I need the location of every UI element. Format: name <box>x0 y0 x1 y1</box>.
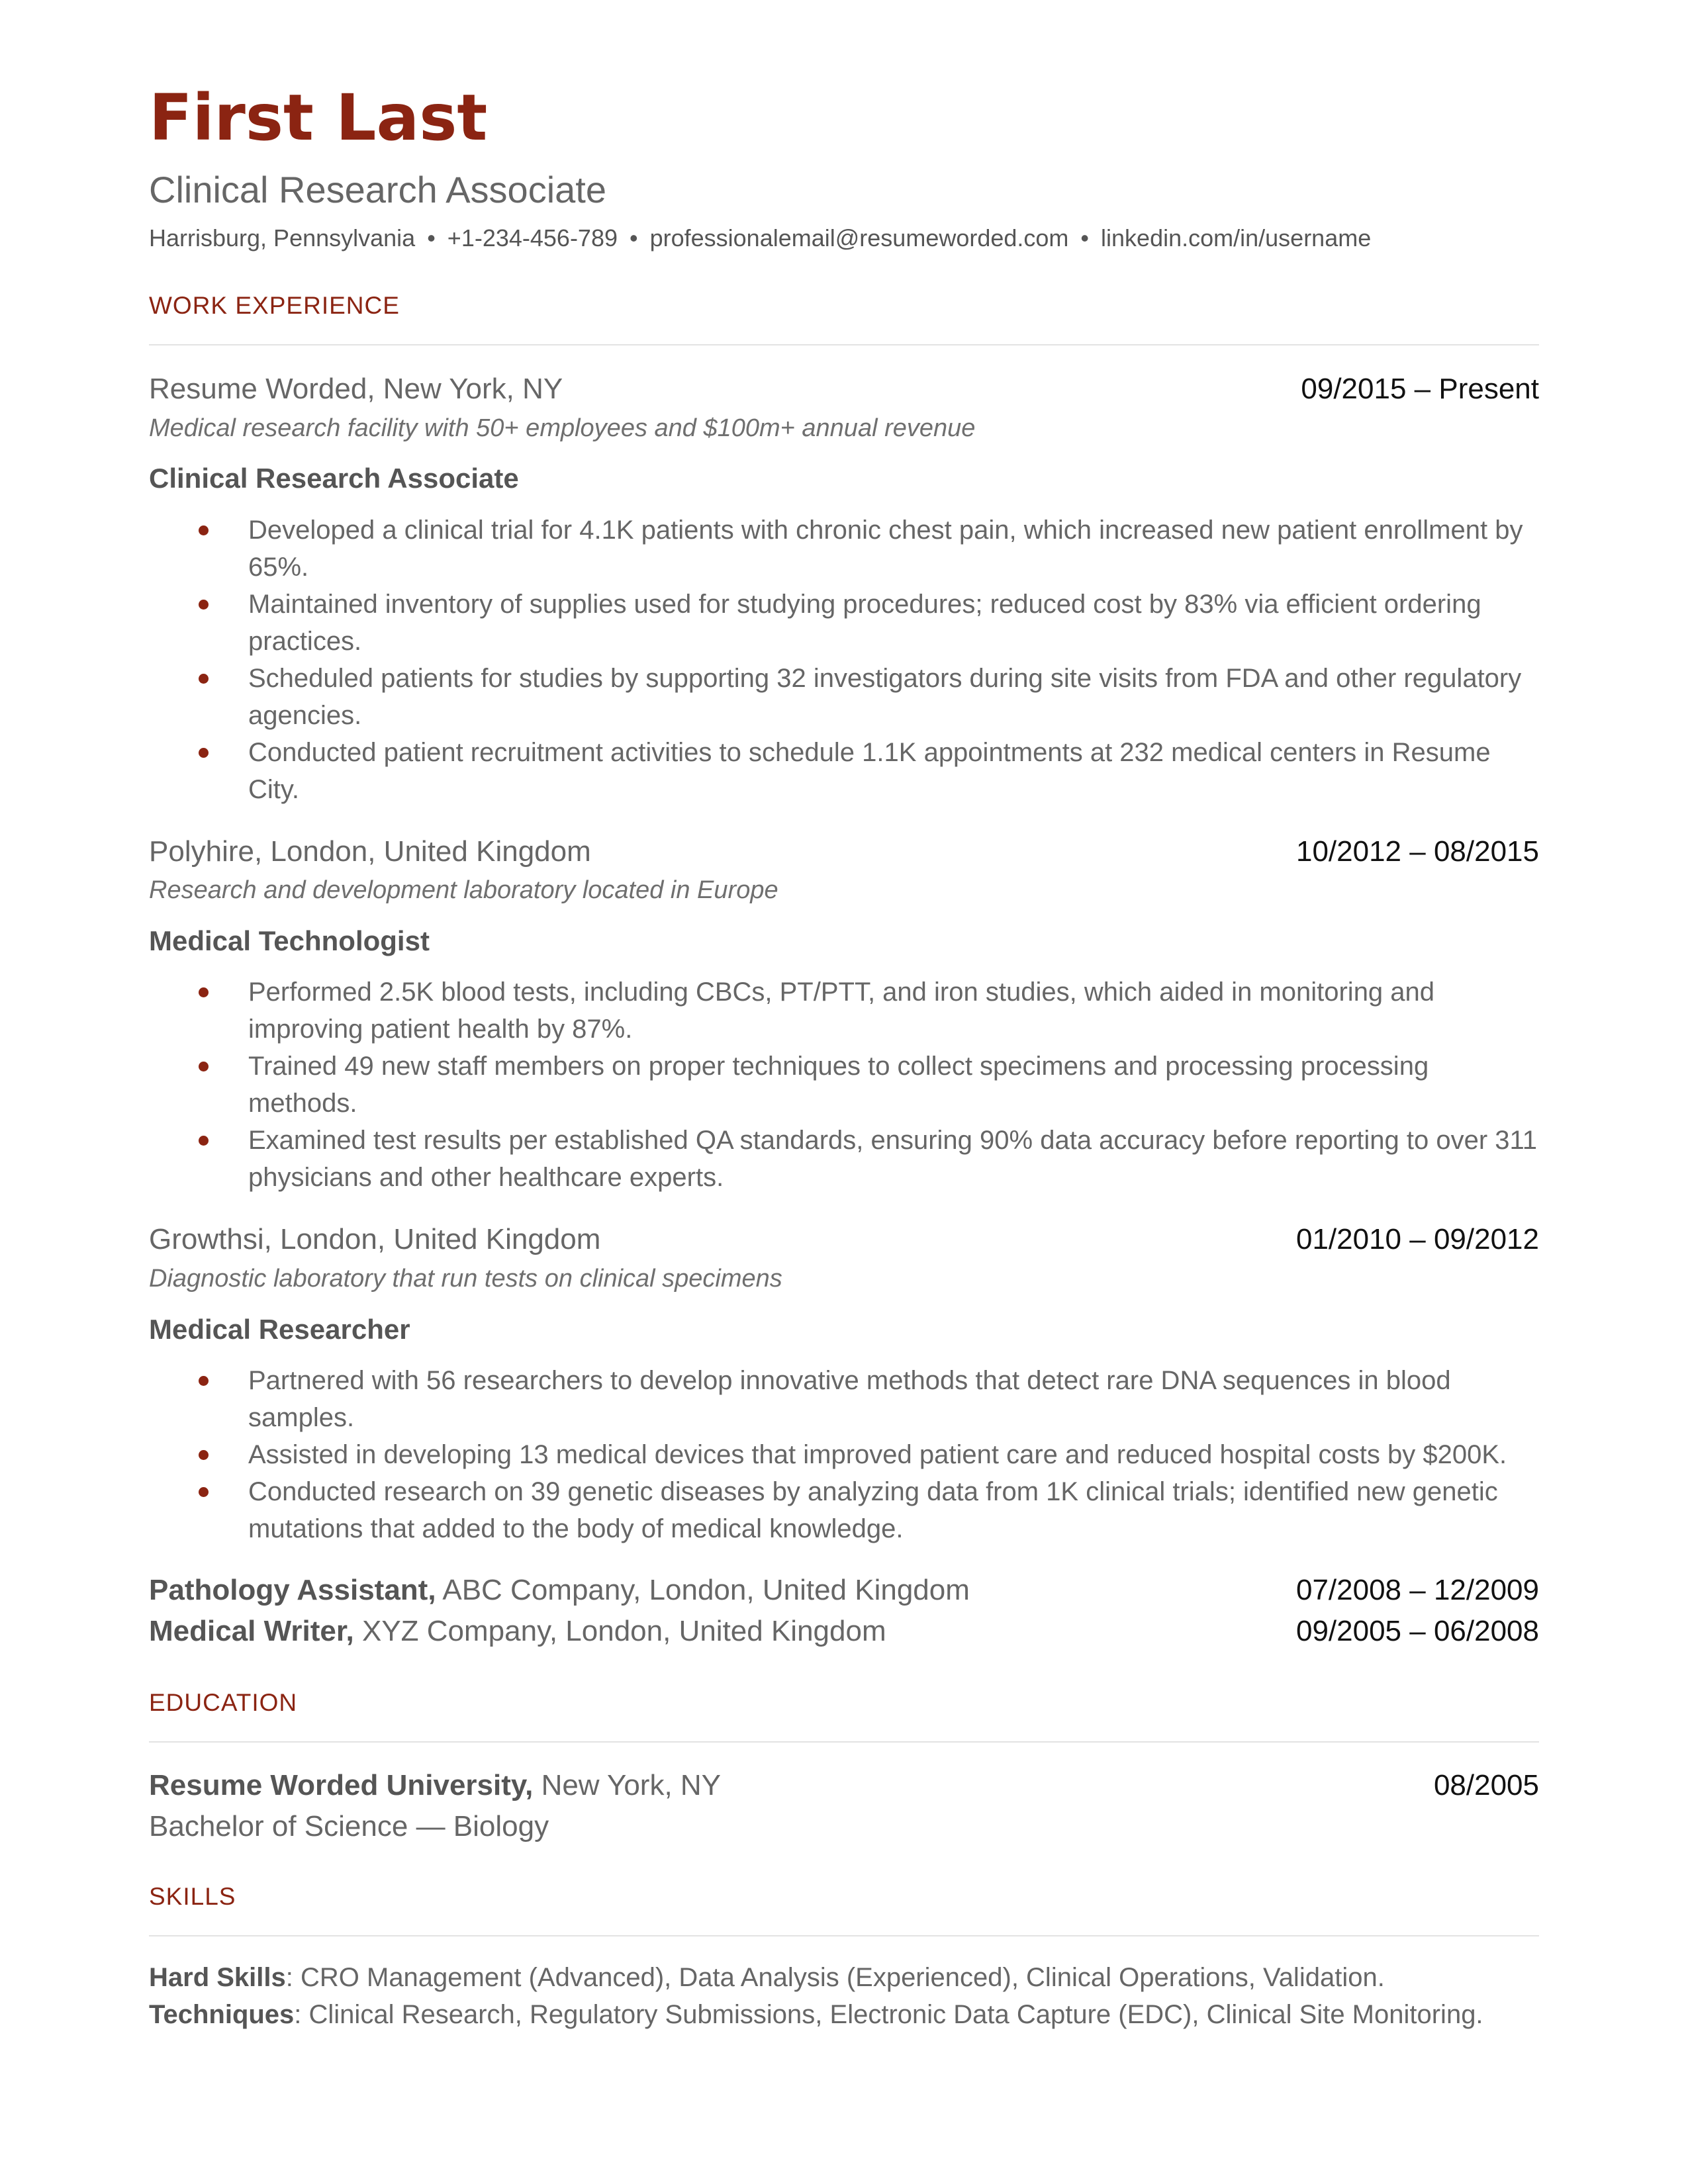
bullet-text: Trained 49 new staff members on proper techniques to collect specimens and processing processing methods. <box>248 1052 1429 1118</box>
contact-phone: +1-234-456-789 <box>447 224 618 251</box>
job-description: Medical research facility with 50+ employees and $100m+ annual revenue <box>149 414 976 442</box>
skills-row <box>149 1959 1539 1996</box>
skills-value: : Clinical Research, Regulatory Submissions, Electronic Data Capture (EDC), Clinical Site Monitoring. <box>294 2000 1483 2030</box>
bullet-text: Performed 2.5K blood tests, including CBCs, PT/PTT, and iron studies, which aided in monitoring and improving patient health by 87%. <box>248 978 1435 1044</box>
job-bullets <box>149 974 1539 1196</box>
job-header <box>149 835 1539 870</box>
job-dates: 10/2012 – 08/2015 <box>1295 835 1539 868</box>
job-entry <box>149 835 1539 1197</box>
other-role-title: Pathology Assistant, <box>149 1574 436 1607</box>
education-degree: Bachelor of Science — Biology <box>149 1810 549 1843</box>
resume-page <box>149 81 1539 2033</box>
job-bullet <box>149 512 1539 586</box>
job-bullet <box>149 660 1539 734</box>
contact-linkedin[interactable]: linkedin.com/in/username <box>1101 224 1372 251</box>
job-bullet <box>149 1122 1539 1196</box>
job-dates: 01/2010 – 09/2012 <box>1295 1223 1539 1256</box>
bullet-text: Assisted in developing 13 medical devices that improved patient care and reduced hospital costs by $200K. <box>248 1440 1507 1470</box>
section-divider <box>149 1741 1539 1743</box>
job-bullet <box>149 734 1539 808</box>
bullet-text: Conducted patient recruitment activities to schedule 1.1K appointments at 232 medical centers in Resume City. <box>248 737 1491 804</box>
bullet-text: Maintained inventory of supplies used for studying procedures; reduced cost by 83% via efficient ordering practices. <box>248 589 1481 656</box>
bullet-dot-icon <box>199 1487 209 1497</box>
section-divider <box>149 1935 1539 1936</box>
job-dates: 09/2015 – Present <box>1301 372 1539 405</box>
bullet-dot-icon <box>199 600 209 610</box>
candidate-name: First Last <box>149 81 488 155</box>
job-role: Clinical Research Associate <box>149 463 519 494</box>
bullet-dot-icon <box>199 748 209 758</box>
skills-row <box>149 1996 1539 2033</box>
job-header <box>149 1222 1539 1257</box>
other-roles-list <box>149 1570 1539 1652</box>
skills-label: Hard Skills <box>149 1963 286 1993</box>
bullet-text: Examined test results per established QA standards, ensuring 90% data accuracy before reporting to over 311 physicians and other healthcare experts. <box>248 1126 1538 1193</box>
job-entry <box>149 1222 1539 1547</box>
bullet-dot-icon <box>199 1136 209 1146</box>
other-role-company: XYZ Company, London, United Kingdom <box>361 1615 886 1648</box>
job-bullet <box>149 1362 1539 1436</box>
section-title-education: EDUCATION <box>149 1689 298 1717</box>
other-role-dates: 09/2005 – 06/2008 <box>1295 1615 1539 1648</box>
education-school: Resume Worded University, <box>149 1769 534 1802</box>
bullet-dot-icon <box>199 674 209 684</box>
education-date: 08/2005 <box>1433 1769 1539 1802</box>
job-bullet <box>149 586 1539 660</box>
bullet-text: Scheduled patients for studies by supporting 32 investigators during site visits from FDA and other regulatory agencies. <box>248 663 1522 730</box>
contact-separator: • <box>1080 224 1090 251</box>
job-bullet <box>149 1048 1539 1122</box>
candidate-title: Clinical Research Associate <box>149 169 606 210</box>
other-role-title: Medical Writer, <box>149 1615 354 1648</box>
job-role: Medical Researcher <box>149 1313 410 1345</box>
contact-line <box>149 224 1539 252</box>
other-role-entry <box>149 1570 1539 1611</box>
job-description: Diagnostic laboratory that run tests on clinical specimens <box>149 1265 782 1293</box>
other-role-entry <box>149 1611 1539 1652</box>
skills-value: : CRO Management (Advanced), Data Analysis (Experienced), Clinical Operations, Validation. <box>285 1963 1385 1993</box>
contact-location: Harrisburg, Pennsylvania <box>149 224 416 251</box>
job-company: Resume Worded, New York, NY <box>149 372 563 405</box>
section-title-skills: SKILLS <box>149 1883 236 1911</box>
job-bullets <box>149 512 1539 808</box>
bullet-text: Partnered with 56 researchers to develop innovative methods that detect rare DNA sequences in blood samples. <box>248 1366 1451 1433</box>
education-header <box>149 1765 1539 1806</box>
section-divider <box>149 344 1539 345</box>
section-title-work: WORK EXPERIENCE <box>149 291 400 319</box>
skills-list <box>149 1959 1539 2033</box>
job-entry <box>149 372 1539 808</box>
bullet-dot-icon <box>199 1062 209 1071</box>
job-company: Polyhire, London, United Kingdom <box>149 835 591 868</box>
bullet-dot-icon <box>199 525 209 535</box>
other-role-company: ABC Company, London, United Kingdom <box>442 1574 970 1607</box>
job-description: Research and development laboratory located in Europe <box>149 876 778 905</box>
job-bullet <box>149 974 1539 1048</box>
job-company: Growthsi, London, United Kingdom <box>149 1223 601 1256</box>
bullet-text: Conducted research on 39 genetic diseases by analyzing data from 1K clinical trials; identified new genetic mutations that added to the body of medical knowledge. <box>248 1477 1498 1544</box>
job-role: Medical Technologist <box>149 925 430 956</box>
job-bullet <box>149 1473 1539 1547</box>
other-role-dates: 07/2008 – 12/2009 <box>1295 1574 1539 1607</box>
bullet-dot-icon <box>199 1450 209 1460</box>
bullet-dot-icon <box>199 987 209 997</box>
contact-separator: • <box>630 224 638 251</box>
contact-email[interactable]: professionalemail@resumeworded.com <box>649 224 1069 251</box>
education-entry <box>149 1765 1539 1847</box>
contact-separator: • <box>427 224 436 251</box>
skills-label: Techniques <box>149 2000 295 2030</box>
bullet-dot-icon <box>199 1376 209 1386</box>
work-experience-list <box>149 372 1539 1547</box>
job-bullet <box>149 1436 1539 1473</box>
education-location: New York, NY <box>541 1769 722 1802</box>
job-bullets <box>149 1362 1539 1547</box>
bullet-text: Developed a clinical trial for 4.1K patients with chronic chest pain, which increased new patient enrollment by 65%. <box>248 515 1523 582</box>
job-header <box>149 372 1539 407</box>
